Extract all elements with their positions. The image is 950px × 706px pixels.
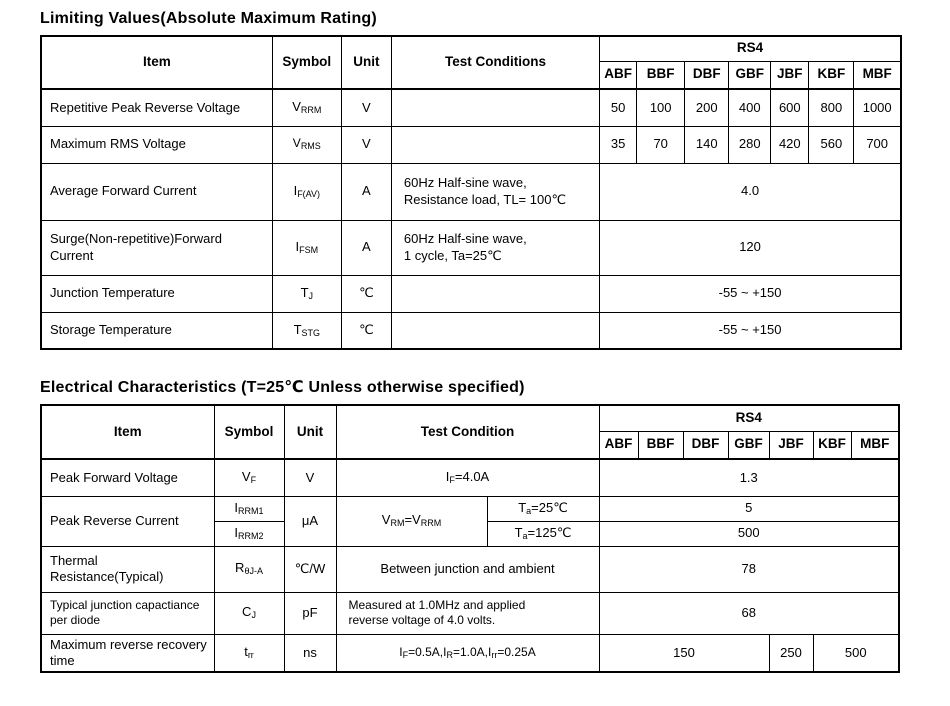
electrical-characteristics-table <box>40 404 900 673</box>
column-header-symbol: Symbol <box>214 405 284 459</box>
column-header-item: Item <box>41 405 214 459</box>
condition-cell <box>391 275 599 312</box>
part-column-header: GBF <box>728 431 769 459</box>
value-cell: 100 <box>637 89 685 126</box>
item-cell: Surge(Non-repetitive)Forward Current <box>41 220 272 275</box>
table-header-row <box>41 405 899 431</box>
value-cell: 420 <box>771 126 809 163</box>
value-cell: 50 <box>600 89 637 126</box>
value-cell: 78 <box>599 546 899 592</box>
value-cell: 1.3 <box>599 459 899 496</box>
value-cell: 280 <box>729 126 771 163</box>
item-cell: Storage Temperature <box>41 312 272 349</box>
symbol-cell: $t_{rr}$ <box>214 634 284 672</box>
unit-cell: ℃ <box>341 275 391 312</box>
item-cell: Maximum RMS Voltage <box>41 126 272 163</box>
condition-sub-cell: $T_a=25℃$ <box>487 496 599 521</box>
value-cell: 600 <box>771 89 809 126</box>
column-header-item: Item <box>41 36 272 89</box>
value-cell: 500 <box>599 521 899 546</box>
unit-cell: A <box>341 163 391 220</box>
unit-cell: V <box>284 459 336 496</box>
item-cell: Maximum reverse recovery time <box>41 634 214 672</box>
series-header: RS4 <box>600 36 901 61</box>
unit-cell: ℃/W <box>284 546 336 592</box>
table-row <box>41 634 899 672</box>
item-cell: Thermal Resistance(Typical) <box>41 546 214 592</box>
table-row <box>41 126 901 163</box>
unit-cell: A <box>341 220 391 275</box>
part-column-header: ABF <box>600 61 637 89</box>
item-cell: Typical junction capactiance per diode <box>41 592 214 634</box>
part-column-header: MBF <box>854 61 901 89</box>
table-row <box>41 89 901 126</box>
part-column-header: ABF <box>599 431 638 459</box>
symbol-cell: $T_J$ <box>272 275 341 312</box>
column-header-test-condition: Test Condition <box>336 405 599 459</box>
condition-cell: Measured at 1.0MHz and applied reverse voltage of 4.0 volts. <box>336 592 599 634</box>
part-column-header: BBF <box>637 61 685 89</box>
unit-cell: V <box>341 89 391 126</box>
unit-cell: μA <box>284 496 336 546</box>
limiting-values-title: Limiting Values(Absolute Maximum Rating) <box>40 10 377 27</box>
unit-cell: ℃ <box>341 312 391 349</box>
value-cell: -55 ~ +150 <box>600 275 901 312</box>
value-cell: 400 <box>729 89 771 126</box>
value-cell: 120 <box>600 220 901 275</box>
symbol-cell: $T_{STG}$ <box>272 312 341 349</box>
part-column-header: DBF <box>685 61 729 89</box>
symbol-cell: $I_{RRM1}$ <box>214 496 284 521</box>
value-cell: 500 <box>813 634 899 672</box>
condition-cell: $V_{RM}=V_{RRM}$ <box>336 496 487 546</box>
column-header-unit: Unit <box>284 405 336 459</box>
part-column-header: KBF <box>813 431 851 459</box>
value-cell: 800 <box>809 89 854 126</box>
column-header-unit: Unit <box>341 36 391 89</box>
table-row <box>41 163 901 220</box>
symbol-cell: $V_{RRM}$ <box>272 89 341 126</box>
value-cell: 1000 <box>854 89 901 126</box>
item-cell: Junction Temperature <box>41 275 272 312</box>
condition-cell <box>391 312 599 349</box>
series-header: RS4 <box>599 405 899 431</box>
part-column-header: JBF <box>769 431 813 459</box>
value-cell: -55 ~ +150 <box>600 312 901 349</box>
symbol-cell: $V_{RMS}$ <box>272 126 341 163</box>
table-row <box>41 312 901 349</box>
condition-cell: 60Hz Half-sine wave, Resistance load, TL= 100℃ <box>391 163 599 220</box>
symbol-cell: $I_{RRM2}$ <box>214 521 284 546</box>
item-cell: Peak Reverse Current <box>41 496 214 546</box>
value-cell: 150 <box>599 634 769 672</box>
symbol-cell: $I_{FSM}$ <box>272 220 341 275</box>
part-column-header: JBF <box>771 61 809 89</box>
table-row <box>41 496 899 521</box>
condition-cell: $I_F=4.0A$ <box>336 459 599 496</box>
value-cell: 4.0 <box>600 163 901 220</box>
symbol-cell: $C_J$ <box>214 592 284 634</box>
column-header-symbol: Symbol <box>272 36 341 89</box>
symbol-cell: $I_{F(AV)}$ <box>272 163 341 220</box>
part-column-header: MBF <box>851 431 899 459</box>
table-row <box>41 546 899 592</box>
symbol-cell: $V_F$ <box>214 459 284 496</box>
symbol-cell: $R_{\theta J-A}$ <box>214 546 284 592</box>
table-row <box>41 459 899 496</box>
condition-cell: $I_F=0.5A,I_R=1.0A,I_{rr}=0.25A$ <box>336 634 599 672</box>
electrical-characteristics-title: Electrical Characteristics (T=25℃ Unless otherwise specified) <box>40 379 525 396</box>
value-cell: 200 <box>685 89 729 126</box>
column-header-test-conditions: Test Conditions <box>391 36 599 89</box>
condition-cell <box>391 126 599 163</box>
table-row <box>41 275 901 312</box>
condition-cell: 60Hz Half-sine wave, 1 cycle, Ta=25℃ <box>391 220 599 275</box>
item-cell: Peak Forward Voltage <box>41 459 214 496</box>
unit-cell: pF <box>284 592 336 634</box>
limiting-values-table <box>40 35 902 350</box>
item-cell: Average Forward Current <box>41 163 272 220</box>
value-cell: 140 <box>685 126 729 163</box>
value-cell: 35 <box>600 126 637 163</box>
table-row <box>41 592 899 634</box>
table-row <box>41 220 901 275</box>
table-header-row <box>41 36 901 61</box>
value-cell: 700 <box>854 126 901 163</box>
value-cell: 250 <box>769 634 813 672</box>
condition-cell <box>391 89 599 126</box>
value-cell: 560 <box>809 126 854 163</box>
condition-sub-cell: $T_a=125℃$ <box>487 521 599 546</box>
part-column-header: GBF <box>729 61 771 89</box>
item-cell: Repetitive Peak Reverse Voltage <box>41 89 272 126</box>
value-cell: 5 <box>599 496 899 521</box>
part-column-header: KBF <box>809 61 854 89</box>
condition-cell: Between junction and ambient <box>336 546 599 592</box>
part-column-header: BBF <box>638 431 683 459</box>
unit-cell: V <box>341 126 391 163</box>
value-cell: 68 <box>599 592 899 634</box>
unit-cell: ns <box>284 634 336 672</box>
value-cell: 70 <box>637 126 685 163</box>
part-column-header: DBF <box>683 431 728 459</box>
